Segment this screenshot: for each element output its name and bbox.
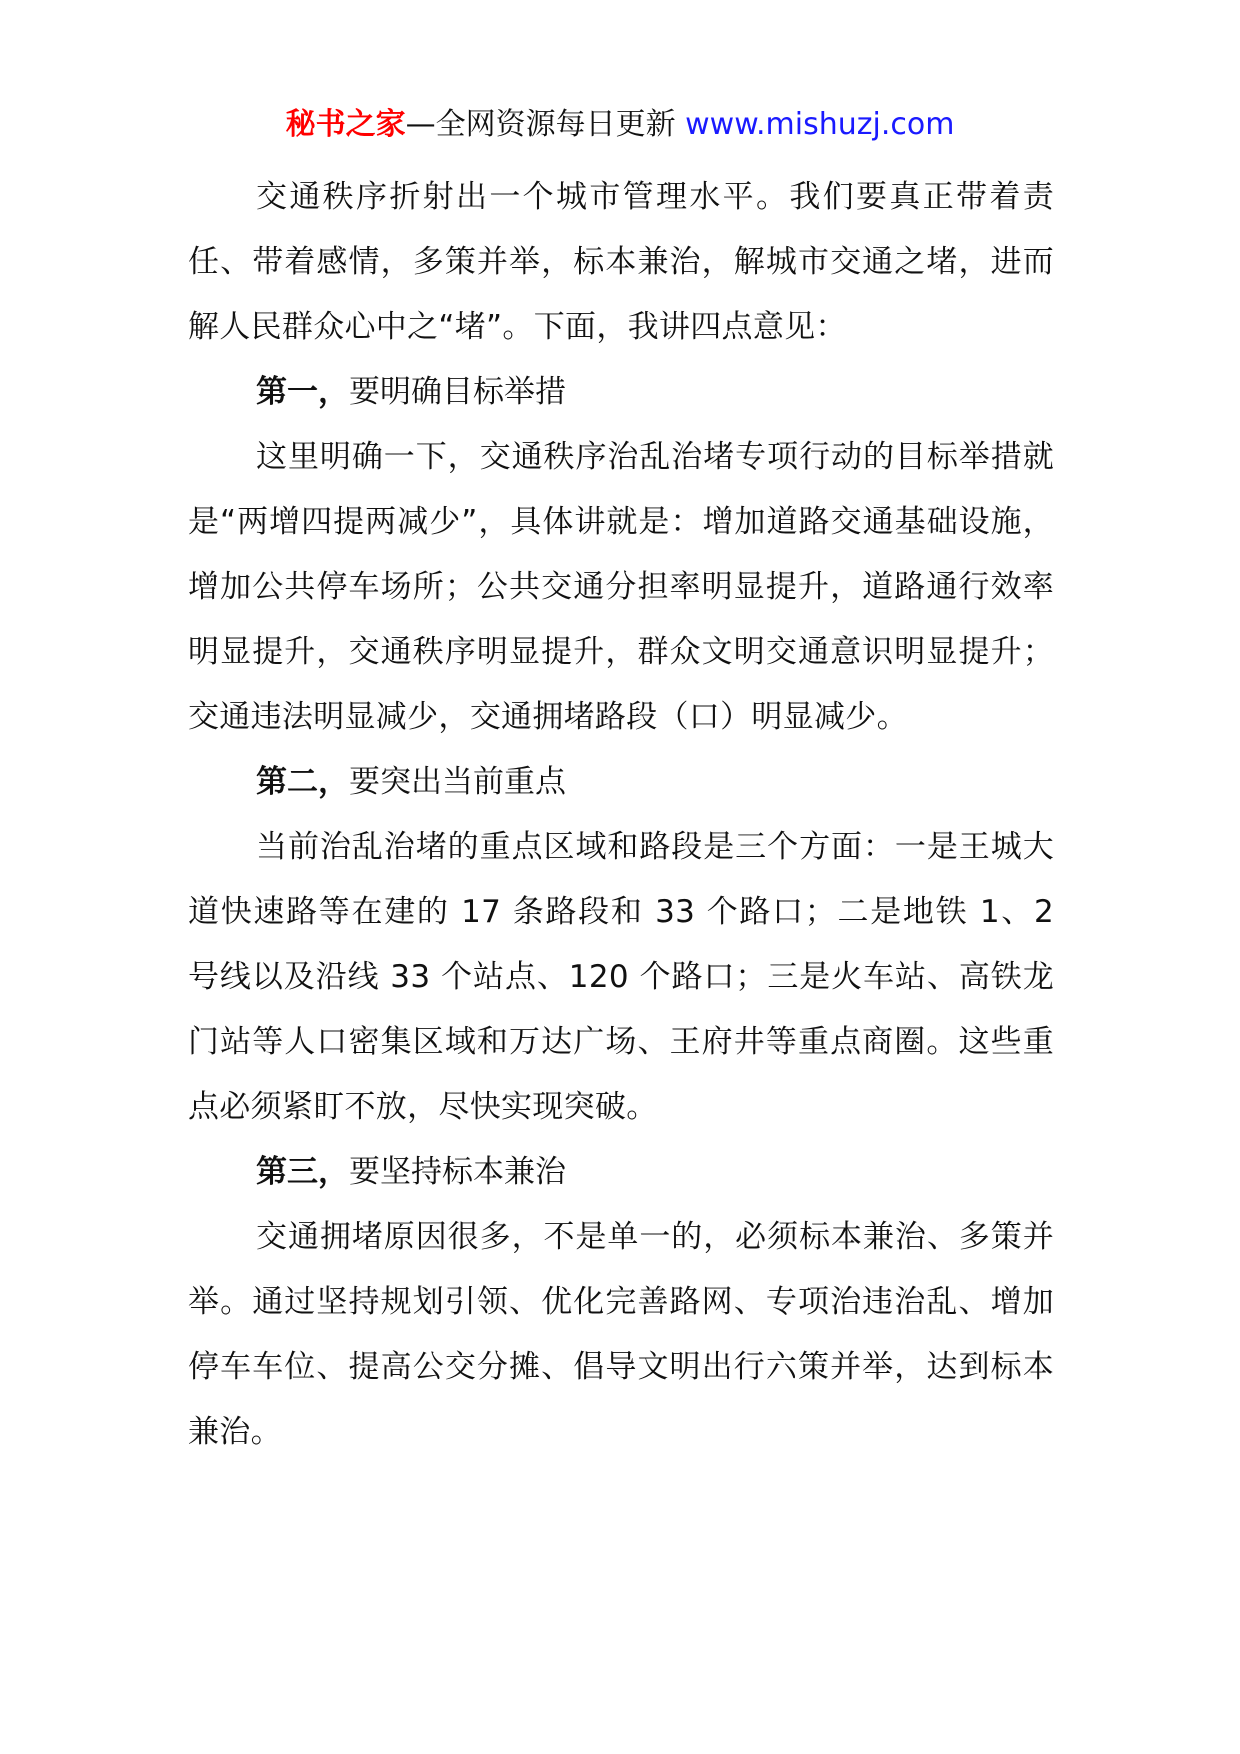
intro-paragraph: 交通秩序折射出一个城市管理水平。我们要真正带着责任、带着感情，多策并举，标本兼治，解城市交通之堵，进而解人民群众心中之“堵”。下面，我讲四点意见： (188, 179, 1054, 345)
section-number-2: 第二， (256, 764, 349, 800)
site-brand: 秘书之家 (285, 107, 406, 142)
section-title-1: 要明确目标举措 (349, 374, 566, 410)
site-tagline: —全网资源每日更新 (405, 107, 676, 142)
section-body-3: 交通拥堵原因很多，不是单一的，必须标本兼治、多策并举。通过坚持规划引领、优化完善路网、专项治违治乱、增加停车车位、提高公交分摊、倡导文明出行六策并举，达到标本兼治。 (188, 1219, 1054, 1450)
site-url-link[interactable]: www.mishuzj.com (685, 107, 955, 142)
section-title-3: 要坚持标本兼治 (349, 1154, 566, 1190)
section-heading-3 (188, 1140, 1054, 1205)
section-heading-1 (188, 360, 1054, 425)
site-header (0, 103, 1240, 147)
section-title-2: 要突出当前重点 (349, 764, 566, 800)
section-number-1: 第一， (256, 374, 349, 410)
section-heading-2 (188, 750, 1054, 815)
document-body (188, 165, 1054, 1465)
section-number-3: 第三， (256, 1154, 349, 1190)
section-body-1: 这里明确一下，交通秩序治乱治堵专项行动的目标举措就是“两增四提两减少”，具体讲就是：增加道路交通基础设施，增加公共停车场所；公共交通分担率明显提升，道路通行效率明显提升，交通秩序明显提升，群众文明交通意识明显提升；交通违法明显减少，交通拥堵路段（口）明显减少。 (188, 439, 1054, 735)
section-body-2: 当前治乱治堵的重点区域和路段是三个方面：一是王城大道快速路等在建的 17 条路段和 33 个路口；二是地铁 1、2 号线以及沿线 33 个站点、120 个路口；三是火车站、高铁龙门站等人口密集区域和万达广场、王府井等重点商圈。这些重点必须紧盯不放，尽快实现突破。 (188, 829, 1054, 1125)
